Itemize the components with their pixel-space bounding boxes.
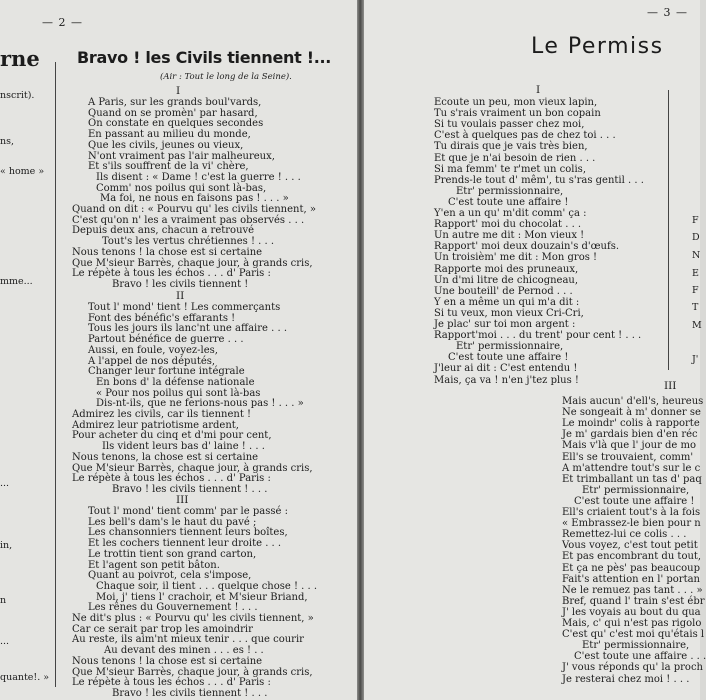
song-title-bravo: Bravo ! les Civils tiennent !... (77, 48, 332, 67)
song-line: Le moindr' colis à rapporte (562, 418, 700, 430)
stanza-number: I (536, 84, 541, 96)
song-line: Quant au poivrot, cela s'impose, (88, 570, 252, 582)
song-line: J' vous réponds qu' la proch (562, 662, 703, 674)
song-line: Bravo ! les civils tiennent ! . . . (112, 687, 268, 699)
song-line: Fait's attention en l' portan (562, 573, 700, 585)
right-page (364, 0, 706, 700)
song-line: C'est toute une affaire ! (448, 196, 569, 208)
song-line: En passant au milieu du monde, (88, 129, 251, 141)
song-line: Etr' permissionnaire, (582, 640, 690, 652)
song-line: Si tu voulais passer chez moi, (434, 119, 585, 131)
song-line: Changer leur fortune intégrale (88, 366, 245, 378)
song-line: Le répète à tous les échos . . . d' Paris : (72, 268, 271, 280)
song-line: Une bouteill' de Pernod . . . (434, 285, 573, 297)
song-line: Si ma femm' te r'met un colis, (434, 163, 586, 175)
song-line: Ell's se trouvaient, comm' (562, 451, 694, 463)
song-line: Et trimballant un tas d' paq (562, 473, 702, 485)
song-line: Rapport' moi deux douzain's d'œufs. (434, 241, 620, 253)
song-line: A Paris, sur les grands boul'vards, (88, 97, 262, 108)
song-line: C'est qu' c'est moi qu'étais l (562, 629, 705, 641)
song-air: (Air : Tout le long de la Seine). (160, 72, 292, 82)
next-column-fragment: F (692, 215, 699, 226)
next-column-fragment: T (692, 302, 699, 313)
stanza-number: III (176, 494, 189, 506)
song-line: Que M'sieur Barrès, chaque jour, à grands cris, (72, 257, 313, 269)
song-line: Ne le remuez pas tant . . . » (562, 584, 703, 596)
song-line: Mais v'là que l' jour de mo (562, 440, 697, 452)
song-line: Un d'mi litre de chicogneau, (434, 274, 579, 286)
song-line: « Embrassez-le bien pour n (562, 518, 701, 530)
song-line: A m'attendre tout's sur le c (562, 462, 701, 474)
song-line: Comm' nos poilus qui sont là-bas, (96, 182, 267, 194)
song-line: Partout bénéfice de guerre . . . (88, 334, 244, 346)
song-line: Quand on se promèn' par hasard, (88, 107, 258, 119)
song-line: Etr' permissionnaire, (582, 484, 690, 496)
song-line: Le répète à tous les échos . . . d' Paris : (72, 677, 271, 689)
previous-song-fragment: in, (0, 540, 13, 551)
song-line: Au devant des minen . . . es ! . . (104, 645, 264, 657)
song-line: Un autre me dit : Mon vieux ! (434, 230, 585, 242)
previous-song-fragment: ns, (0, 136, 15, 147)
song-line: Aussi, en foule, voyez-les, (88, 344, 218, 356)
song-line: Tu dirais que je vais très bien, (434, 141, 588, 153)
song-line: A l'appel de nos députés, (88, 355, 216, 367)
previous-song-title-fragment: rne (0, 46, 40, 71)
column-rule-right (668, 90, 669, 370)
song-line: Un troisièm' me dit : Mon gros ! (434, 252, 598, 264)
song-line: Que les civils, jeunes ou vieux, (88, 139, 244, 151)
song-line: Ecoute un peu, mon vieux lapin, (434, 97, 598, 108)
song-line: Ell's criaient tout's à la fois (562, 507, 701, 518)
song-line: J'leur ai dit : C'est entendu ! (434, 363, 578, 375)
song-line: Tout l' mond' tient comm' par le passé : (88, 506, 288, 517)
song-line: « Pour nos poilus qui sont là-bas (96, 387, 261, 399)
song-line: C'est toute une affaire ! (574, 495, 695, 507)
song-line: Et les cochers tiennent leur droite . . . (88, 538, 282, 550)
song-line: Car ce serait par trop les amoindrir (72, 623, 253, 635)
song-line: Mais, ça va ! n'en j'tez plus ! (434, 374, 579, 386)
song-line: Si tu veux, mon vieux Cri-Cri, (434, 307, 584, 319)
song-line: Ma foi, ne nous en faisons pas ! . . . » (100, 193, 289, 205)
next-column-fragment: D (692, 232, 700, 243)
previous-song-fragment: ... (0, 636, 10, 647)
song-line: Au reste, ils aim'nt mieux tenir . . . que courir (72, 634, 304, 646)
song-line: C'est à quelques pas de chez toi . . . (434, 130, 616, 142)
next-column-fragment: M (692, 320, 702, 331)
right-page-number: — 3 — (647, 6, 688, 19)
song-line: Tout l' mond' tient ! Les commerçants (88, 302, 281, 313)
song-line: Admirez leur patriotisme ardent, (72, 419, 239, 431)
song-line: Quand on dit : « Pourvu qu' les civils tiennent, » (72, 204, 316, 215)
song-line: Les bell's dam's le haut du pavé ; (88, 516, 257, 528)
song-line: Bravo ! les civils tiennent ! . . . (112, 483, 268, 495)
next-column-fragment: J' (692, 354, 699, 365)
song-line: Tu s'rais vraiment un bon copain (434, 108, 601, 120)
song-line: En bons d' la défense nationale (96, 376, 255, 388)
song-line: Je resterai chez moi ! . . . (562, 673, 690, 685)
song-line: C'est toute une affaire . . . (574, 651, 706, 663)
song-title-permissionnaire: Le Permiss (531, 34, 664, 59)
song-line: Ne songeait à m' donner se (562, 407, 701, 419)
song-line: Tout's les vertus chrétiennes ! . . . (102, 236, 275, 248)
song-line: Les chansonniers tiennent leurs boîtes, (88, 527, 288, 539)
next-column-fragment: N (692, 250, 701, 261)
song-line: Et l'agent son petit bâton. (88, 559, 220, 571)
song-line: Etr' permissionnaire, (456, 341, 564, 353)
song-line: Ils disent : « Dame ! c'est la guerre ! . . . (96, 171, 301, 183)
previous-song-fragment: ... (0, 478, 10, 489)
song-line: Remettez-lui ce colis . . . (562, 529, 687, 541)
song-line: Y'en a un qu' m'dit comm' ça : (434, 208, 587, 219)
song-line: Admirez les civils, car ils tiennent ! (72, 409, 252, 420)
song-line: Nous tenons ! la chose est si certaine (72, 246, 263, 258)
previous-song-fragment: quante!. » (0, 672, 50, 683)
song-line: Ils vident leurs bas d' laine ! . . . (102, 441, 265, 453)
song-line: C'est toute une affaire ! (448, 352, 569, 364)
song-line: Mais, c' qui n'est pas rigolo (562, 618, 702, 629)
next-column-fragment: E (692, 268, 699, 279)
previous-song-fragment: nscrit). (0, 90, 35, 101)
song-line: Chaque soir, il tient . . . quelque chose ! . . . (96, 580, 318, 592)
song-line: Je m' gardais bien d'en réc (562, 429, 698, 441)
stanza-number: III (664, 380, 677, 392)
song-line: Ne dit's plus : « Pourvu qu' les civils tiennent, » (72, 613, 314, 624)
song-line: Les rênes du Gouvernement ! . . . (88, 602, 258, 614)
song-line: Etr' permissionnaire, (456, 185, 564, 197)
song-line: Nous tenons ! la chose est si certaine (72, 655, 263, 667)
next-column-fragment: F (692, 285, 699, 296)
song-line: Font des bénéfic's effarants ! (88, 312, 236, 324)
song-line: J' les voyais au bout du qua (562, 606, 701, 618)
song-line: C'est qu'on n' les a vraiment pas observés . . . (72, 214, 305, 226)
song-line: Je plac' sur toi mon argent : (434, 319, 576, 330)
previous-song-fragment: mme... (0, 276, 33, 287)
song-line: Et s'ils souffrent de la vi' chère, (88, 161, 249, 173)
song-line: N'ont vraiment pas l'air malheureux, (88, 150, 275, 162)
song-line: Que M'sieur Barrès, chaque jour, à grands cris, (72, 666, 313, 678)
song-line: Y en a même un qui m'a dit : (434, 296, 580, 308)
song-line: Bravo ! les civils tiennent ! (112, 278, 249, 290)
song-line: Et que je n'ai besoin de rien . . . (434, 152, 596, 164)
song-line: Depuis deux ans, chacun a retrouvé (72, 225, 255, 237)
previous-song-fragment: « home » (0, 166, 45, 177)
song-line: Tous les jours ils lanc'nt une affaire . . . (88, 323, 288, 335)
left-page-number: — 2 — (42, 16, 83, 29)
song-line: Le répète à tous les échos . . . d' Paris : (72, 473, 271, 485)
song-line: Et pas encombrant du tout, (562, 551, 702, 563)
song-line: Nous tenons, la chose est si certaine (72, 451, 259, 463)
song-line: On constate en quelques secondes (88, 118, 264, 130)
column-rule (55, 62, 56, 687)
song-line: Dis-nt-ils, que ne ferions-nous pas ! . . . » (96, 398, 304, 410)
song-line: Que M'sieur Barrès, chaque jour, à grands cris, (72, 462, 313, 474)
song-line: Et ça ne pès' pas beaucoup (562, 562, 701, 574)
page-gutter (357, 0, 364, 700)
song-line: Rapporte moi des pruneaux, (434, 263, 579, 275)
song-line: Moi, j' tiens l' crachoir, et M'sieur Briand, (96, 591, 308, 603)
song-line: Rapport' moi du chocolat . . . (434, 219, 582, 231)
song-line: Le trottin tient son grand carton, (88, 548, 257, 560)
stanza-number: I (176, 85, 181, 97)
song-line: Rapport'moi . . . du trent' pour cent ! . . . (434, 330, 642, 342)
previous-song-fragment: n (0, 595, 7, 606)
stanza-number: II (176, 290, 185, 302)
song-line: Vous voyez, c'est tout petit (562, 540, 698, 552)
song-line: Mais aucun' d'ell's, heureus (562, 396, 704, 407)
song-line: Pour acheter du cinq et d'mi pour cent, (72, 430, 272, 442)
song-line: Prends-le tout d' mêm', tu s'ras gentil . . . (434, 174, 644, 186)
song-line: Bref, quand l' train s'est ébr (562, 595, 705, 607)
